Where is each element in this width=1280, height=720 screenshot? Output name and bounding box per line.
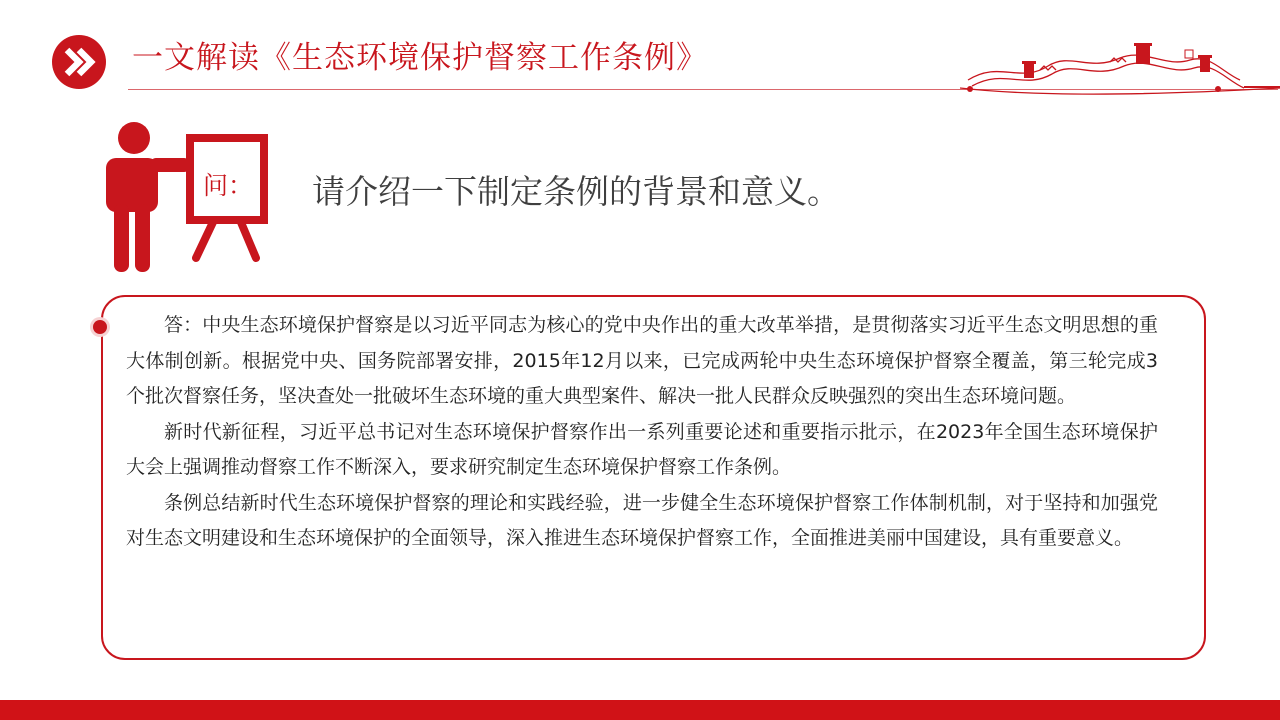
great-wall-icon	[960, 40, 1280, 98]
footer-bar	[0, 700, 1280, 720]
answer-paragraph: 条例总结新时代生态环境保护督察的理论和实践经验，进一步健全生态环境保护督察工作体制机制，对于坚持和加强党对生态文明建设和生态环境保护的全面领导，深入推进生态环境保护督察工作，全面推进美丽中国建设，具有重要意义。	[126, 491, 1158, 549]
board-label: 问：	[203, 171, 254, 200]
double-chevron-right-icon	[52, 35, 106, 89]
answer-box	[101, 295, 1206, 660]
answer-paragraph: 答：中央生态环境保护督察是以习近平同志为核心的党中央作出的重大改革举措，是贯彻落实习近平生态文明思想的重大体制创新。根据党中央、国务院部署安排，2015年12月以来，已完成两轮中央生态环境保护督察全覆盖，第三轮完成3个批次督察任务，坚决查处一批破坏生态环境的重大典型案件、解决一批人民群众反映强烈的突出生态环境问题。	[126, 314, 1158, 407]
page-title: 一文解读《生态环境保护督察工作条例》	[132, 40, 708, 76]
answer-paragraph: 新时代新征程，习近平总书记对生态环境保护督察作出一系列重要论述和重要指示批示，在2023年全国生态环境保护大会上强调推动督察工作不断深入，要求研究制定生态环境保护督察工作条例。	[126, 420, 1158, 478]
answer-bullet-icon	[93, 320, 107, 334]
question-text: 请介绍一下制定条例的背景和意义。	[312, 172, 840, 211]
